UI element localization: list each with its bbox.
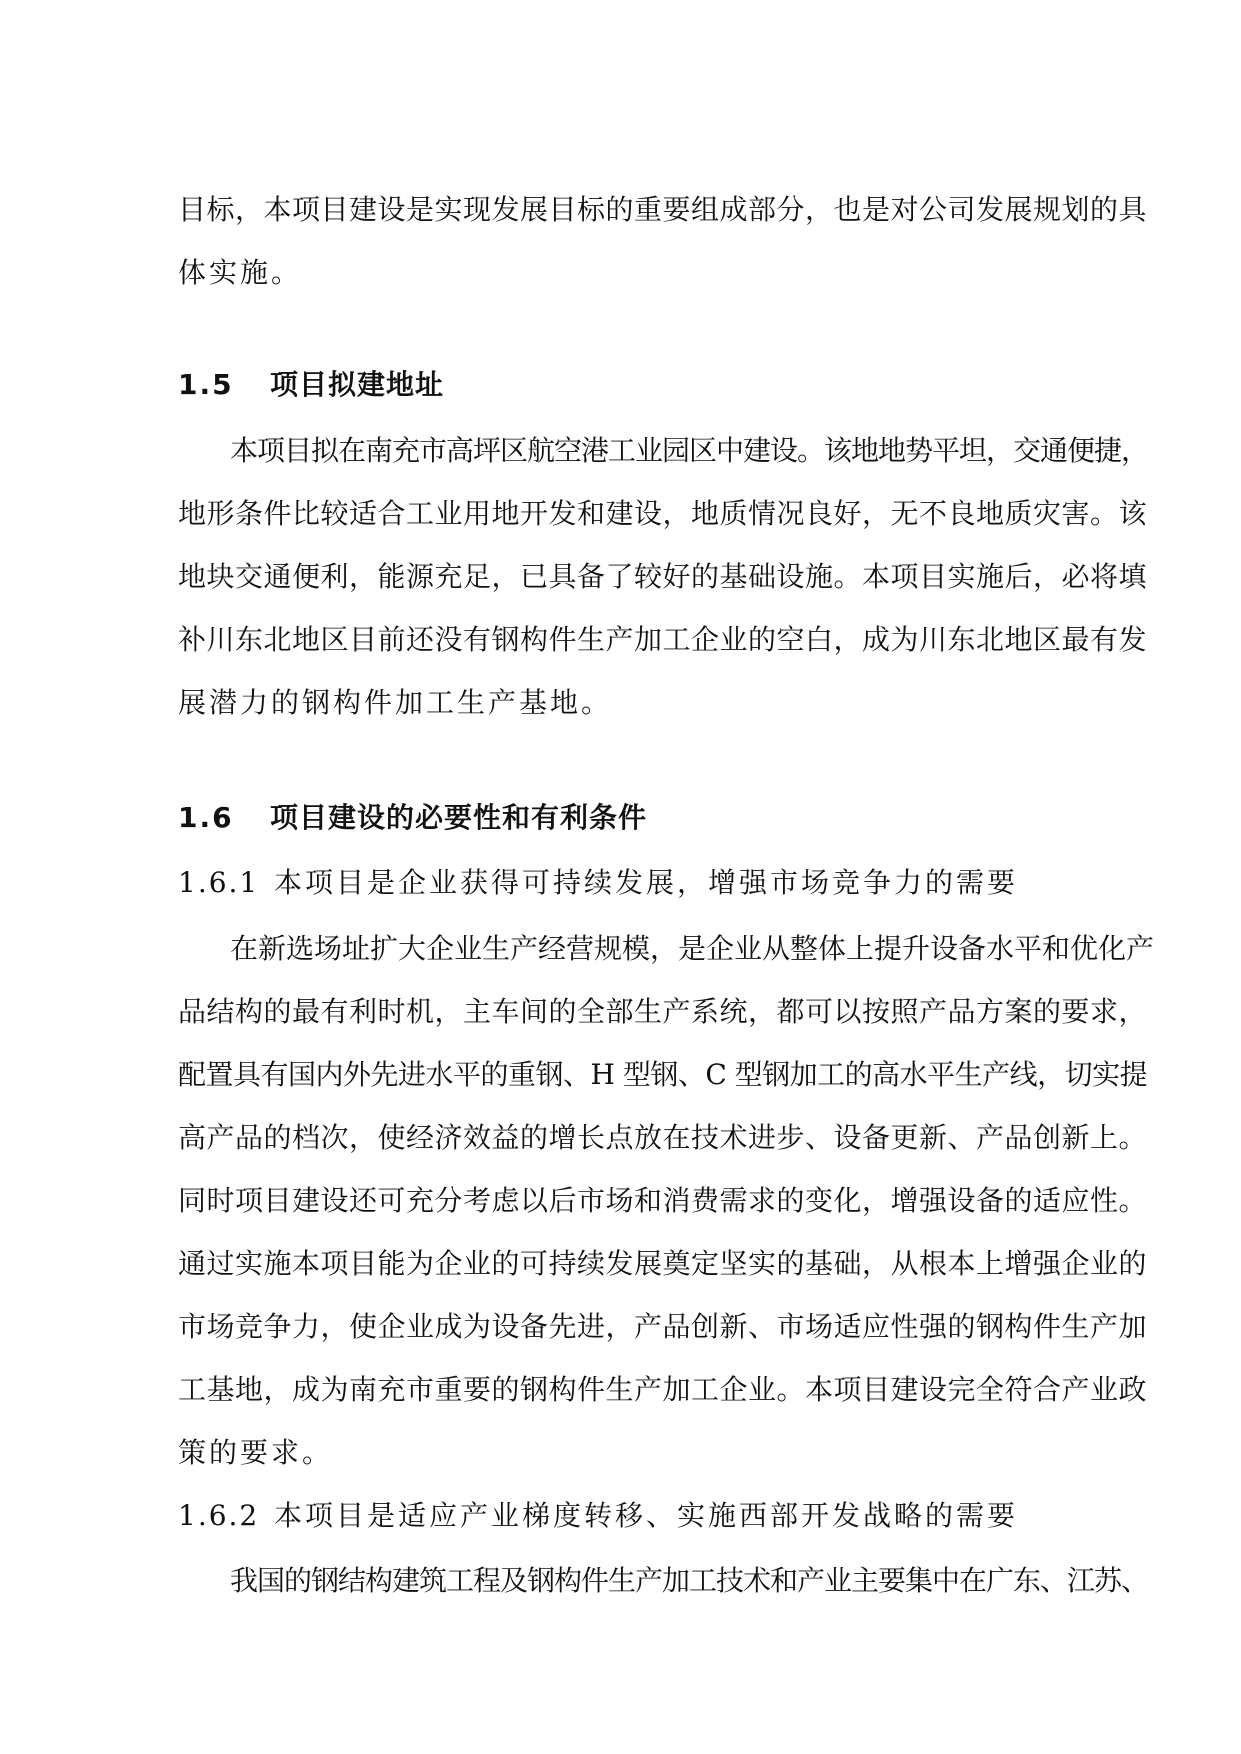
paragraph-line: 在新选场址扩大企业生产经营规模，是企业从整体上提升设备水平和优化产 [230, 932, 1155, 965]
paragraph-line: 配置具有国内外先进水平的重钢、H 型钢、C 型钢加工的高水平生产线，切实提 [178, 1058, 1148, 1091]
paragraph-line: 体实施。 [178, 256, 303, 289]
paragraph-line: 品结构的最有利时机，主车间的全部生产系统，都可以按照产品方案的要求， [178, 995, 1148, 1028]
subsection-number: 1.6.1 [178, 866, 260, 899]
paragraph-line: 展潜力的钢构件加工生产基地。 [178, 686, 613, 719]
section-title: 项目拟建地址 [270, 368, 445, 401]
subsection-heading-1-6-2 [178, 1496, 1018, 1536]
subsection-title: 本项目是适应产业梯度转移、实施西部开发战略的需要 [274, 1499, 1019, 1532]
paragraph-line: 工基地，成为南充市重要的钢构件生产加工企业。本项目建设完全符合产业政 [178, 1373, 1148, 1406]
paragraph-line: 同时项目建设还可充分考虑以后市场和消费需求的变化，增强设备的适应性。 [178, 1184, 1148, 1217]
paragraph-line: 策的要求。 [178, 1436, 334, 1469]
section-number: 1.5 [178, 368, 234, 401]
paragraph-line: 补川东北地区目前还没有钢构件生产加工企业的空白，成为川东北地区最有发 [178, 623, 1148, 656]
subsection-title: 本项目是企业获得可持续发展，增强市场竞争力的需要 [274, 866, 1019, 899]
paragraph-line: 地形条件比较适合工业用地开发和建设，地质情况良好，无不良地质灾害。该 [178, 497, 1148, 530]
paragraph-line: 本项目拟在南充市高坪区航空港工业园区中建设。该地地势平坦，交通便捷， [230, 434, 1149, 467]
subsection-number: 1.6.2 [178, 1499, 260, 1532]
paragraph-line: 市场竞争力，使企业成为设备先进，产品创新、市场适应性强的钢构件生产加 [178, 1310, 1148, 1343]
section-number: 1.6 [178, 801, 234, 834]
section-heading-1-5 [178, 365, 444, 405]
paragraph-line: 地块交通便利，能源充足，已具备了较好的基础设施。本项目实施后，必将填 [178, 560, 1148, 593]
section-title: 项目建设的必要性和有利条件 [270, 801, 648, 834]
section-heading-1-6 [178, 798, 647, 838]
paragraph-line: 通过实施本项目能为企业的可持续发展奠定坚实的基础，从根本上增强企业的 [178, 1247, 1148, 1280]
subsection-heading-1-6-1 [178, 863, 1018, 903]
paragraph-line: 我国的钢结构建筑工程及钢构件生产加工技术和产业主要集中在广东、江苏、 [230, 1564, 1149, 1597]
paragraph-line: 高产品的档次，使经济效益的增长点放在技术进步、设备更新、产品创新上。 [178, 1121, 1148, 1154]
paragraph-line: 目标，本项目建设是实现发展目标的重要组成部分，也是对公司发展规划的具 [178, 193, 1148, 226]
